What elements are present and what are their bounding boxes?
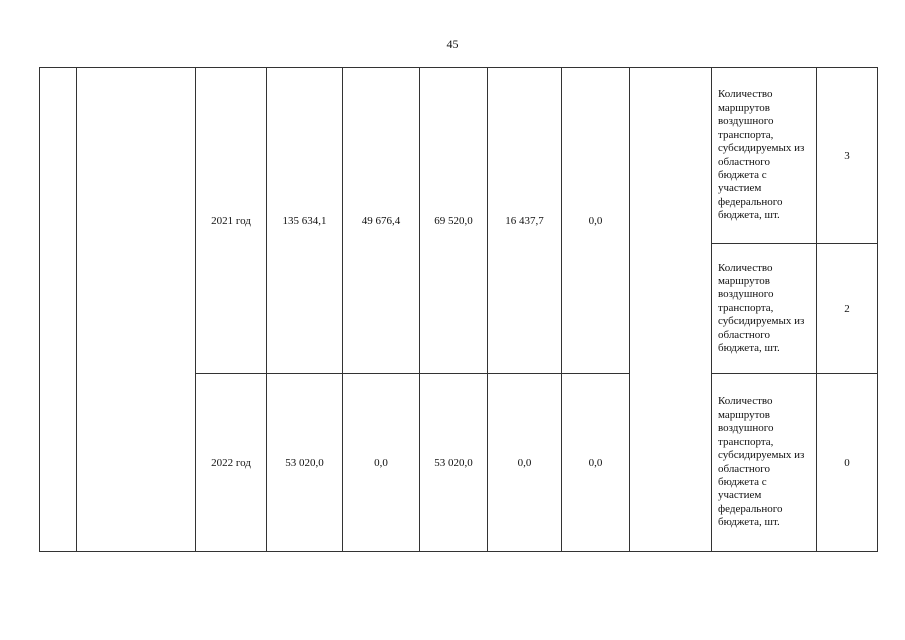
budget-table: [39, 67, 878, 552]
page-number: 45: [446, 37, 459, 51]
year-cell: 2022 год: [196, 374, 267, 552]
indicator-label: Количество маршрутов воздушного транспорта, субсидируемых из областного бюджета с участием федерального бюджета, шт.: [712, 374, 817, 552]
name-cell: [77, 68, 196, 552]
other-sources-cell: 0,0: [562, 374, 630, 552]
indicator-value: 2: [817, 244, 878, 374]
number-cell: [40, 68, 77, 552]
regional-budget-cell: 69 520,0: [420, 68, 488, 374]
local-budget-cell: 0,0: [488, 374, 562, 552]
indicator-label: Количество маршрутов воздушного транспорта, субсидируемых из областного бюджета, шт.: [712, 244, 817, 374]
executor-cell: [630, 68, 712, 552]
indicator-value: 3: [817, 68, 878, 244]
indicator-label: Количество маршрутов воздушного транспорта, субсидируемых из областного бюджета с участием федерального бюджета, шт.: [712, 68, 817, 244]
regional-budget-cell: 53 020,0: [420, 374, 488, 552]
table-row: [40, 68, 878, 244]
federal-budget-cell: 49 676,4: [343, 68, 420, 374]
federal-budget-cell: 0,0: [343, 374, 420, 552]
other-sources-cell: 0,0: [562, 68, 630, 374]
total-cell: 53 020,0: [267, 374, 343, 552]
total-cell: 135 634,1: [267, 68, 343, 374]
indicator-value: 0: [817, 374, 878, 552]
year-cell: 2021 год: [196, 68, 267, 374]
local-budget-cell: 16 437,7: [488, 68, 562, 374]
